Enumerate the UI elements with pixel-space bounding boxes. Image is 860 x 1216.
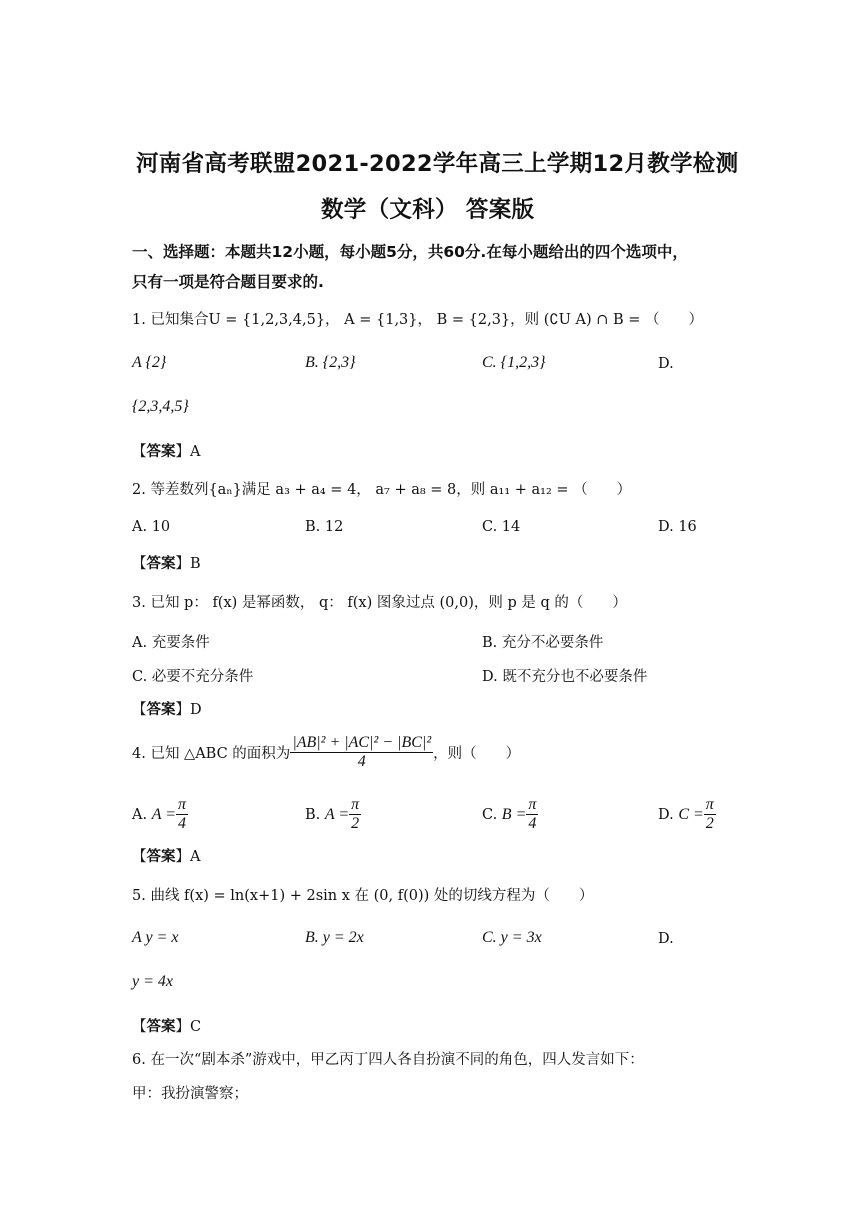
question-4-option-d <box>658 796 716 833</box>
question-1-option-c: C. {1,2,3} <box>482 354 546 371</box>
question-3-answer: 【答案】D <box>132 702 202 718</box>
answer-label: 答案 <box>146 1019 176 1035</box>
answer-value: D <box>190 702 202 718</box>
question-5-option-b: B. y = 2x <box>305 929 364 946</box>
answer-value: C <box>190 1019 202 1035</box>
question-4-stem <box>132 734 520 771</box>
question-4-fraction-denominator: 4 <box>357 753 366 770</box>
question-6-stem: 6. 在一次“剧本杀”游戏中，甲乙丙丁四人各自扮演不同的角色，四人发言如下： <box>132 1052 644 1068</box>
question-4-option-b <box>305 796 361 833</box>
option-fraction <box>176 796 188 833</box>
question-4-stem-prefix: 4. 已知 △ABC 的面积为 <box>132 746 291 762</box>
option-lhs: C = <box>678 805 704 823</box>
section-heading-line2: 只有一项是符合题目要求的. <box>132 273 324 291</box>
question-5-option-d-label: D. <box>658 931 674 947</box>
option-lhs: B = <box>501 805 527 823</box>
question-5-option-d-value: y = 4x <box>132 973 173 990</box>
fraction-denominator: 2 <box>705 815 714 832</box>
answer-value: B <box>190 556 201 572</box>
question-5-answer: 【答案】C <box>132 1019 202 1035</box>
answer-value: A <box>190 849 201 865</box>
question-2-stem: 2. 等差数列{aₙ}满足 a₃ + a₄ = 4， a₇ + a₈ = 8，则 a₁₁ + a₁₂ = （ ） <box>132 482 632 498</box>
question-3-option-a: A. 充要条件 <box>132 635 210 651</box>
question-1-option-b: B. {2,3} <box>305 354 356 371</box>
question-2-option-d: D. 16 <box>658 519 697 535</box>
question-1-option-a: A {2} <box>132 354 167 371</box>
option-label: D. <box>658 806 674 823</box>
question-1-option-d-value: {2,3,4,5} <box>132 398 189 415</box>
question-1-stem: 1. 已知集合U = {1,2,3,4,5}， A = {1,3}， B = {2,3}，则 (∁U A) ∩ B = （ ） <box>132 312 703 328</box>
option-label: C. <box>482 806 498 823</box>
option-fraction <box>704 796 716 833</box>
option-lhs: A = <box>151 805 176 823</box>
option-label: B. <box>305 806 321 823</box>
question-1-option-d-label: D. <box>658 356 674 372</box>
answer-label: 答案 <box>146 444 176 460</box>
fraction-denominator: 4 <box>528 815 537 832</box>
question-2-answer: 【答案】B <box>132 556 201 572</box>
option-fraction <box>526 796 538 833</box>
question-3-option-b: B. 充分不必要条件 <box>482 635 604 651</box>
question-4-answer: 【答案】A <box>132 849 201 865</box>
question-3-option-c: C. 必要不充分条件 <box>132 669 254 685</box>
answer-label: 答案 <box>146 556 176 572</box>
document-title-line2: 数学（文科） 答案版 <box>321 197 535 223</box>
fraction-numerator: π <box>177 796 186 813</box>
question-5-option-a: A y = x <box>132 929 179 946</box>
option-fraction <box>349 796 361 833</box>
question-3-stem: 3. 已知 p： f(x) 是幂函数， q： f(x) 图象过点 (0,0)，则 p 是 q 的（ ） <box>132 595 627 611</box>
question-4-fraction <box>290 734 433 771</box>
question-2-option-c: C. 14 <box>482 519 521 535</box>
answer-label: 答案 <box>146 702 176 718</box>
question-1-answer: 【答案】A <box>132 444 201 460</box>
fraction-numerator: π <box>528 796 537 813</box>
section-heading-line1: 一、选择题：本题共12小题，每小题5分，共60分.在每小题给出的四个选项中， <box>132 243 688 261</box>
answer-value: A <box>190 444 201 460</box>
question-4-stem-suffix: ，则（ ） <box>433 746 521 762</box>
question-4-option-c <box>482 796 538 833</box>
fraction-numerator: π <box>351 796 360 813</box>
question-3-option-d: D. 既不充分也不必要条件 <box>482 669 648 685</box>
fraction-numerator: π <box>705 796 714 813</box>
question-5-option-c: C. y = 3x <box>482 929 542 946</box>
question-5-stem: 5. 曲线 f(x) = ln(x+1) + 2sin x 在 (0, f(0)) 处的切线方程为（ ） <box>132 888 594 904</box>
fraction-denominator: 2 <box>351 815 360 832</box>
fraction-denominator: 4 <box>177 815 186 832</box>
option-lhs: A = <box>324 805 350 823</box>
answer-label: 答案 <box>146 849 176 865</box>
question-4-fraction-numerator: |AB|² + |AC|² − |BC|² <box>292 734 432 751</box>
option-label: A. <box>132 806 148 823</box>
question-4-option-a <box>132 796 188 833</box>
question-2-option-b: B. 12 <box>305 519 344 535</box>
question-6-line2: 甲：我扮演警察； <box>132 1086 248 1102</box>
question-2-option-a: A. 10 <box>132 519 171 535</box>
document-title-line1: 河南省高考联盟2021-2022学年高三上学期12月教学检测 <box>136 151 739 177</box>
